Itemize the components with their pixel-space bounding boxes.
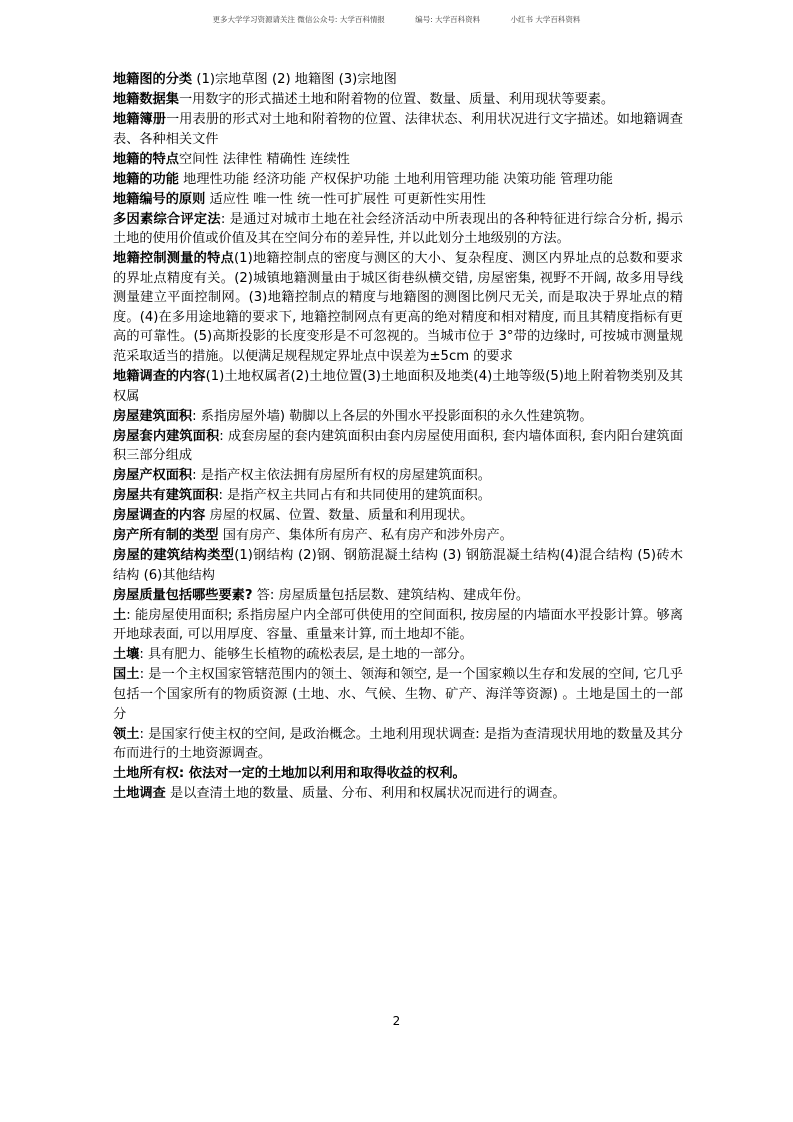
paragraph-text: : 是国家行使主权的空间, 是政治概念。土地利用现状调查: 是指为查清现状用地的数量及其分布而进行的土地资源调查。: [113, 726, 683, 762]
paragraph-term: 房屋共有建筑面积: [113, 488, 219, 504]
paragraph-term: 房屋调查的内容: [113, 508, 206, 524]
paragraph-term: 多因素综合评定法: [113, 211, 221, 227]
paragraph-text: : 是指产权主依法拥有房屋所有权的房屋建筑面积。: [192, 468, 491, 484]
paragraph: [113, 367, 683, 406]
paragraph: [113, 645, 683, 665]
paragraph-term: 领土: [113, 726, 140, 742]
paragraph-text: 地理性功能 经济功能 产权保护功能 土地利用管理功能 决策功能 管理功能: [178, 171, 613, 187]
paragraph-term: 土: [113, 607, 127, 623]
paragraph-text: 房屋的权属、位置、数量、质量和利用现状。: [205, 508, 474, 524]
paragraph-term: 土地所有权: 依法对一定的土地加以利用和取得收益的权利。: [113, 766, 466, 782]
header-item-2: 小红书 大学百科资料: [510, 15, 581, 24]
page-number: 2: [392, 1014, 401, 1028]
header-item-0: 更多大学学习资源请关注 微信公众号: 大学百科情报: [212, 15, 385, 24]
paragraph-term: 地籍编号的原则: [113, 191, 206, 207]
paragraph-term: 地籍调查的内容: [113, 368, 206, 384]
paragraph-text: 答: 房屋质量包括层数、建筑结构、建成年份。: [252, 587, 530, 603]
paragraph-term: 房屋产权面积: [113, 468, 193, 484]
paragraph: [113, 506, 683, 526]
paragraph: [113, 150, 683, 170]
paragraph-text: : 能房屋使用面积; 系指房屋户内全部可供使用的空间面积, 按房屋的内墙面水平投影计算。够离开地球表面, 可以用厚度、容量、重量来计算, 而土地却不能。: [113, 607, 684, 643]
paragraph: [113, 90, 683, 110]
paragraph-term: 地籍的特点: [113, 151, 179, 167]
paragraph-text: 一用表册的形式对土地和附着物的位置、法律状态、利用状况进行文字描述。如地籍调查表、各种相关文件: [113, 112, 683, 147]
paragraph: [113, 526, 683, 546]
paragraph-text: (1)土地权属者(2)土地位置(3)土地面积及地类(4)土地等级(5)地上附着物类别及其权属: [113, 368, 683, 404]
paragraph: [113, 210, 683, 249]
paragraph: [113, 725, 683, 764]
paragraph-term: 国土: [113, 667, 140, 683]
paragraph-text: : 成套房屋的套内建筑面积由套内房屋使用面积, 套内墙体面积, 套内阳台建筑面积三部分组成: [113, 428, 684, 464]
paragraph-text: 一用数字的形式描述土地和附着物的位置、数量、质量、利用现状等要素。: [178, 92, 615, 108]
paragraph: [113, 427, 683, 466]
paragraph-text: : 具有肥力、能够生长植物的疏松表层, 是土地的一部分。: [139, 647, 473, 663]
paragraph-term: 土壤: [113, 647, 140, 663]
paragraph: [113, 784, 683, 804]
document-body: [113, 70, 683, 804]
paragraph-text: (1)钢结构 (2)钢、钢筋混凝土结构 (3) 钢筋混凝土结构(4)混合结构 (5)砖木结构 (6)其他结构: [113, 548, 683, 583]
paragraph-term: 地籍数据集: [113, 92, 179, 108]
paragraph: [113, 190, 683, 210]
paragraph-text: (1)宗地草图 (2) 地籍图 (3)宗地图: [192, 72, 397, 87]
paragraph-term: 房屋套内建筑面积: [113, 428, 220, 444]
paragraph-text: : 是通过对城市土地在社会经济活动中所表现出的各种特征进行综合分析, 揭示土地的使用价值或价值及其在空间分布的差异性, 并以此划分土地级别的方法。: [113, 211, 683, 247]
paragraph: [113, 110, 683, 149]
paragraph-term: 房屋的建筑结构类型: [113, 548, 235, 564]
paragraph-term: 地籍图的分类: [113, 72, 193, 87]
paragraph: [113, 486, 683, 506]
header-item-1: 编号: 大学百科资料: [415, 15, 481, 24]
paragraph-text: : 是指产权主共同占有和共同使用的建筑面积。: [218, 488, 491, 504]
paragraph-term: 土地调查: [113, 786, 166, 802]
paragraph-term: 房屋质量包括哪些要素?: [113, 587, 253, 603]
paragraph-text: (1)地籍控制点的密度与测区的大小、复杂程度、测区内界址点的总数和要求的界址点精度有关。(2)城镇地籍测量由于城区街巷纵横交错, 房屋密集, 视野不开阔, 故多用导线测量建立平面控制网。(3)地籍控制点的精度与地籍图的测图比例尺无关, 而是取决于界址点的精度。(4)在多用途地籍的要求下, 地籍控制网点有更高的绝对精度和相对精度, 而且其精度指标有更高的可靠性。(5)高斯投影的长度变形是不可忽视的。当城市位于 3°带的边缘时, 可按城市测量规范采取适当的措施。以便满足规程规定界址点中误差为±5cm 的要求: [113, 251, 684, 364]
paragraph-term: 地籍控制测量的特点: [113, 251, 235, 267]
paragraph: [113, 586, 683, 606]
paragraph: [113, 764, 683, 784]
page-header: [0, 14, 793, 25]
paragraph: [113, 606, 683, 645]
paragraph-text: 是以查清土地的数量、质量、分布、利用和权属状况而进行的调查。: [165, 786, 566, 802]
paragraph: [113, 546, 683, 585]
paragraph: [113, 70, 683, 90]
paragraph: [113, 407, 683, 427]
paragraph-term: 地籍簿册: [113, 112, 167, 128]
paragraph-term: 地籍的功能: [113, 171, 179, 187]
paragraph: [113, 466, 683, 486]
paragraph: [113, 665, 683, 724]
paragraph-text: 空间性 法律性 精确性 连续性: [178, 151, 350, 167]
paragraph-text: : 系指房屋外墙) 勒脚以上各层的外围水平投影面积的永久性建筑物。: [192, 408, 593, 424]
paragraph-term: 房屋建筑面积: [113, 408, 193, 424]
paragraph-text: : 是一个主权国家管辖范围内的领土、领海和领空, 是一个国家赖以生存和发展的空间, 它几乎包括一个国家所有的物质资源 (土地、水、气候、生物、矿产、海洋等资源) 。土地是国土的一部分: [113, 667, 683, 722]
paragraph: [113, 249, 683, 366]
paragraph-text: 适应性 唯一性 统一性可扩展性 可更新性实用性: [205, 191, 486, 207]
paragraph: [113, 170, 683, 190]
paragraph-term: 房产所有制的类型: [113, 528, 219, 544]
paragraph-text: 国有房产、集体所有房产、私有房产和涉外房产。: [218, 528, 513, 544]
